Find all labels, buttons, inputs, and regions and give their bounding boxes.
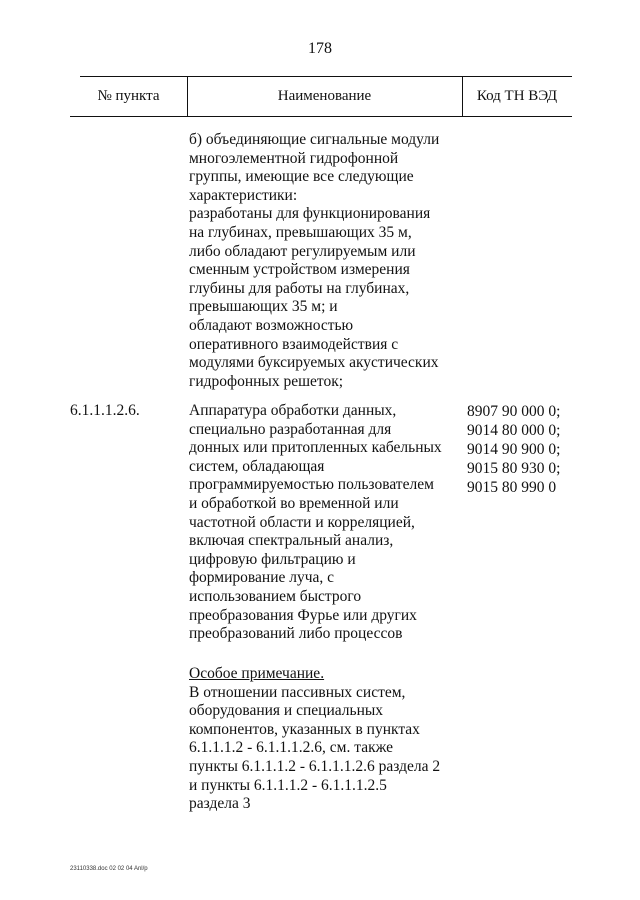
tnved-code: 8907 90 000 0;	[467, 403, 561, 420]
footer-document-id: 23110338.doc 02 02 04 Anl/p	[70, 866, 148, 872]
note-line: и пункты 6.1.1.1.2 - 6.1.1.1.2.5	[189, 776, 387, 794]
block1-line: обладают возможностью	[189, 316, 354, 334]
item2-line: преобразования Фурье или других	[189, 606, 417, 624]
block1-line: оперативного взаимодействия с	[189, 335, 399, 353]
block1-line: превышающих 35 м; и	[189, 298, 338, 316]
table-header-rule	[70, 116, 572, 117]
block1-line: либо обладают регулируемым или	[189, 242, 416, 260]
item2-text	[189, 402, 442, 644]
tnved-code: 9015 80 930 0;	[467, 460, 561, 477]
table-top-rule	[80, 76, 572, 77]
block1-line: глубины для работы на глубинах,	[189, 279, 410, 297]
tnved-code: 9015 80 990 0	[467, 479, 557, 496]
item2-line: цифровую фильтрацию и	[189, 550, 356, 568]
block1-text	[189, 131, 439, 391]
block1-line: модулями буксируемых акустических	[189, 354, 439, 372]
item2-line: преобразований либо процессов	[189, 625, 403, 643]
item2-line: включая спектральный анализ,	[189, 532, 394, 550]
item2-line: использованием быстрого	[189, 587, 362, 605]
block1-line: характеристики:	[189, 186, 298, 204]
block1-line: б) объединяющие сигнальные модули	[189, 131, 440, 148]
item2-line: программируемостью пользователем	[189, 476, 434, 494]
note-line: 6.1.1.1.2 - 6.1.1.1.2.6, см. также	[189, 739, 393, 757]
note-line: компонентов, указанных в пунктах	[189, 720, 420, 738]
header-name: Наименование	[277, 88, 372, 104]
item2-line: систем, обладающая	[189, 457, 325, 475]
item2-line: формирование луча, с	[189, 569, 335, 587]
tnved-code: 9014 90 900 0;	[467, 441, 561, 458]
item2-line: специально разработанная для	[189, 420, 392, 438]
block1-line: многоэлементной гидрофонной	[189, 149, 399, 167]
item2-line: донных или притопленных кабельных	[189, 439, 442, 457]
special-note	[189, 665, 440, 814]
item2-line: Аппаратура обработки данных,	[189, 402, 397, 419]
table-header	[70, 76, 572, 117]
block1-line: сменным устройством измерения	[189, 261, 410, 279]
note-line: В отношении пассивных систем,	[189, 683, 406, 701]
item2-codes	[467, 402, 560, 497]
item2-line: частотной области и корреляцией,	[189, 513, 415, 531]
note-line: раздела 3	[189, 795, 251, 813]
tnved-code: 9014 80 000 0;	[467, 422, 561, 439]
block1-line: гидрофонных решеток;	[189, 372, 344, 390]
note-line: пункты 6.1.1.1.2 - 6.1.1.1.2.6 раздела 2	[189, 757, 441, 775]
note-line: оборудования и специальных	[189, 702, 384, 720]
header-code: Код ТН ВЭД	[476, 88, 558, 104]
block1-line: на глубинах, превышающих 35 м,	[189, 223, 412, 241]
block1-line: группы, имеющие все следующие	[189, 168, 414, 186]
item2-line: и обработкой во временной или	[189, 494, 399, 512]
page-number: 178	[308, 40, 332, 57]
header-item-number: № пункта	[97, 88, 160, 104]
item2-number: 6.1.1.1.2.6.	[70, 402, 140, 419]
note-title: Особое примечание.	[189, 665, 325, 682]
block1-line: разработаны для функционирования	[189, 205, 431, 223]
